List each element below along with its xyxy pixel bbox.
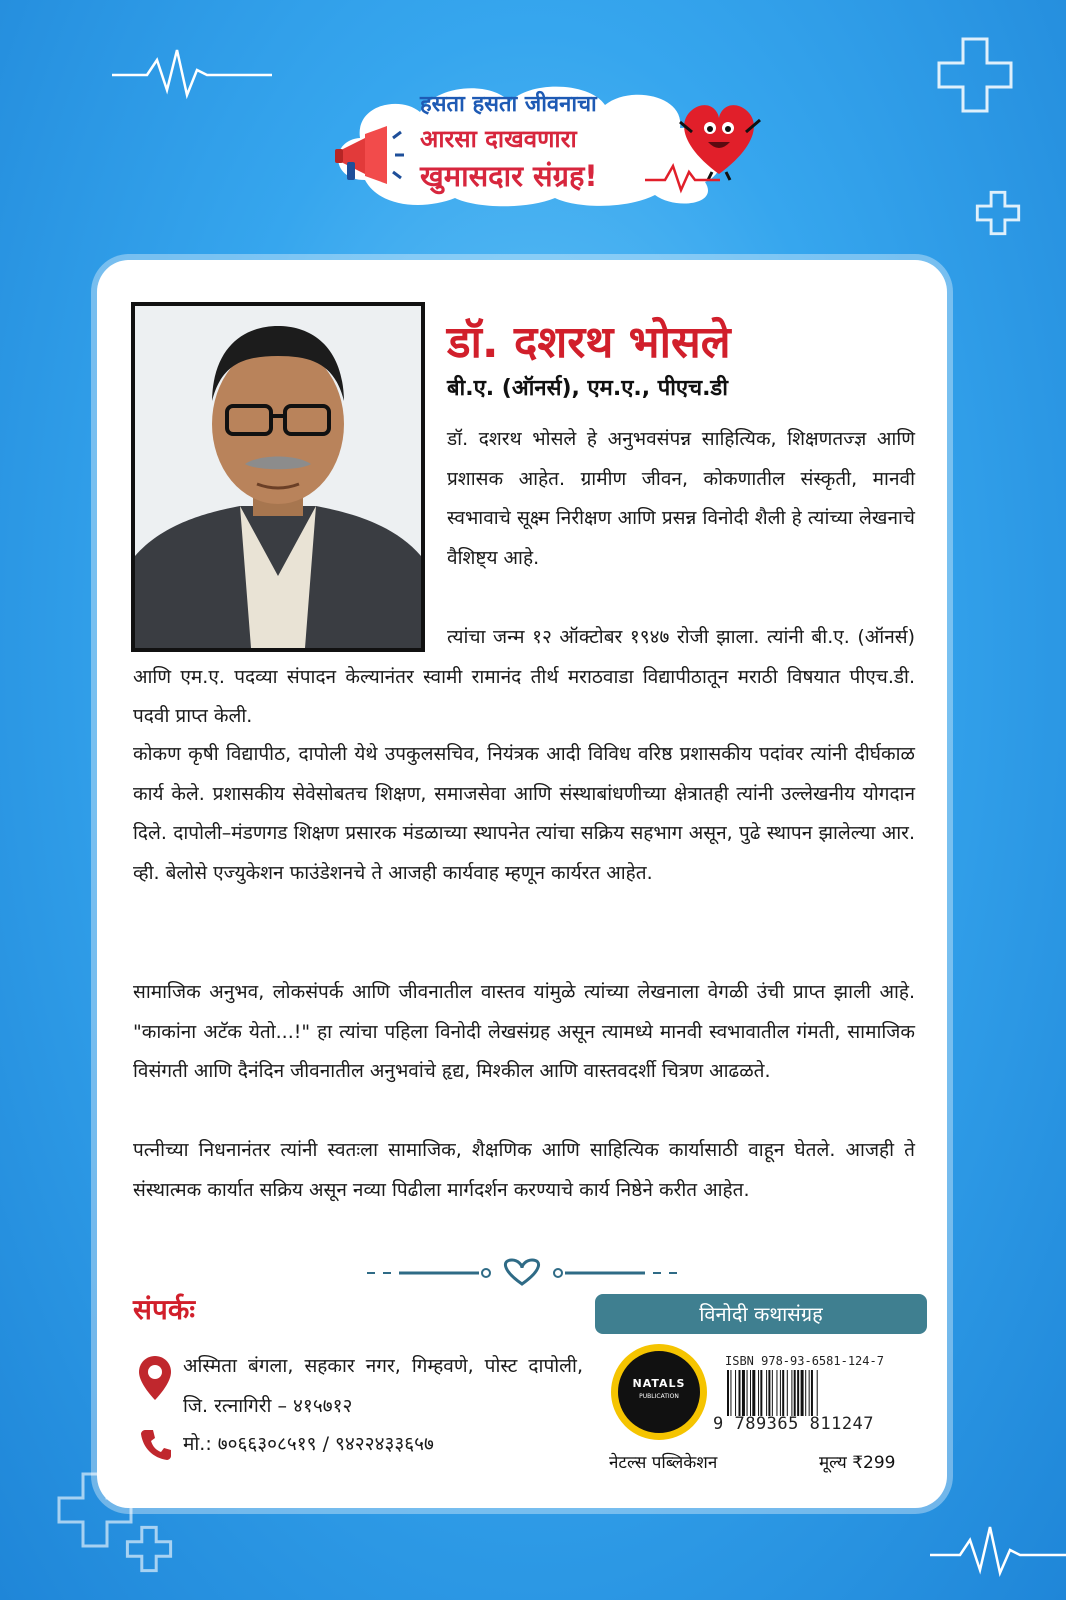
heartbeat-line-icon [645, 160, 720, 194]
heart-divider-icon [367, 1258, 677, 1288]
contact-title: संपर्कः [133, 1293, 195, 1326]
barcode-bar [794, 1370, 796, 1416]
barcode-bar [801, 1370, 804, 1416]
tagline-line-1: हसता हसता जीवनाचा [420, 92, 597, 117]
barcode-bar [758, 1370, 759, 1416]
barcode-number: 9 789365 811247 [713, 1414, 875, 1434]
barcode-bar [739, 1370, 741, 1416]
barcode-icon [727, 1370, 893, 1420]
barcode-bar [752, 1370, 755, 1416]
bio-paragraph: डॉ. दशरथ भोसले हे अनुभवसंपन्न साहित्यिक, शिक्षणतज्ज्ञ आणि प्रशासक आहेत. ग्रामीण जीवन, कोकणातील संस्कृती, मानवी स्वभावाचे सूक्ष्म निरीक्षण आणि प्रसन्न विनोदी शैली हे त्यांच्या लेखनाचे वैशिष्ट्य आहे. [447, 428, 915, 569]
barcode-bar [768, 1370, 770, 1416]
barcode-bar [747, 1370, 748, 1416]
barcode-bar [817, 1370, 818, 1416]
barcode-bar [750, 1370, 751, 1416]
location-pin-icon [139, 1356, 171, 1400]
barcode-bar [727, 1370, 729, 1416]
barcode-bar [760, 1370, 762, 1416]
author-card [97, 260, 947, 1508]
phone-icon [141, 1428, 171, 1460]
publisher-name: नेटल्स पब्लिकेशन [609, 1453, 718, 1473]
genre-label: विनोदी कथासंग्रह [595, 1294, 927, 1334]
barcode-bar [780, 1370, 781, 1416]
heartbeat-line-icon [112, 40, 272, 110]
barcode-bar [811, 1370, 813, 1416]
heartbeat-line-icon [930, 1515, 1066, 1585]
barcode-bar [791, 1370, 792, 1416]
logo-sub: PUBLICATION [639, 1393, 679, 1400]
contact-address: अस्मिता बंगला, सहकार नगर, गिम्हवणे, पोस्ट दापोली, जि. रत्नागिरी – ४१५७१२ [183, 1355, 583, 1417]
author-degrees: बी.ए. (ऑनर्स), एम.ए., पीएच.डी [447, 376, 728, 401]
contact-phone: मो.: ७०६६३०८५१९ / ९४२२४३३६५७ [183, 1433, 434, 1455]
medical-cross-icon [935, 35, 1015, 115]
isbn-label: ISBN 978-93-6581-124-7 [725, 1354, 884, 1368]
author-name: डॉ. दशरथ भोसले [447, 317, 731, 368]
barcode-bar [772, 1370, 773, 1416]
barcode-bar [809, 1370, 810, 1416]
medical-cross-icon [125, 1525, 173, 1573]
megaphone-icon [335, 124, 405, 186]
barcode-bar [782, 1370, 784, 1416]
barcode-bar [805, 1370, 806, 1416]
bio-paragraph: कोकण कृषी विद्यापीठ, दापोली येथे उपकुलसचिव, नियंत्रक आदी विविध वरिष्ठ प्रशासकीय पदांवर त्यांनी दीर्घकाळ कार्य केले. प्रशासकीय सेवेसोबतच शिक्षण, समाजसेवा आणि संस्थाबांधणीच्या क्षेत्रातही त्यांनी उल्लेखनीय योगदान दिले. दापोली–मंडणगड शिक्षण प्रसारक मंडळाच्या स्थापनेत त्यांचा सक्रिय सहभाग असून, पुढे स्थापन झालेल्या आर. व्ही. बेलोसे एज्युकेशन फाउंडेशनचे ते आजही कार्यवाह म्हणून कार्यरत आहेत. [133, 743, 915, 884]
book-price: मूल्य ₹299 [819, 1453, 896, 1473]
bio-paragraph: पत्नीच्या निधनानंतर त्यांनी स्वतःला सामाजिक, शैक्षणिक आणि साहित्यिक कार्यासाठी वाहून घेतले. आजही ते संस्थात्मक कार्यात सक्रिय असून नव्या पिढीला मार्गदर्शन करण्याचे कार्य निष्ठेने करीत आहेत. [133, 1139, 915, 1201]
author-portrait-icon [135, 306, 421, 648]
logo-name: NATALS [632, 1377, 686, 1390]
author-photo [131, 302, 425, 652]
bio-paragraph: सामाजिक अनुभव, लोकसंपर्क आणि जीवनातील वास्तव यांमुळे त्यांच्या लेखनाला वेगळी उंची प्राप्त झाली आहे. "काकांना अटॅक येतो...!" हा त्यांचा पहिला विनोदी लेखसंग्रह असून त्यामध्ये मानवी स्वभावातील गंमती, सामाजिक विसंगती आणि दैनंदिन जीवनातील अनुभवांचे हृद्य, मिश्कील आणि वास्तवदर्शी चित्रण आढळते. [133, 981, 915, 1082]
medical-cross-icon [975, 190, 1021, 236]
bio-paragraph: त्यांचा जन्म १२ ऑक्टोबर १९४७ रोजी झाला. त्यांनी बी.ए. (ऑनर्स) आणि एम.ए. पदव्या संपादन केल्यानंतर स्वामी रामानंद तीर्थ मराठवाडा विद्यापीठातून मराठी विषयात पीएच.डी. पदवी प्राप्त केली. [133, 626, 915, 727]
barcode-bar [742, 1370, 745, 1416]
barcode-bar [766, 1370, 767, 1416]
barcode-bar [735, 1370, 736, 1416]
barcode-bar [730, 1370, 731, 1416]
tagline-line-2: आरसा दाखवणारा [420, 125, 577, 153]
tagline-line-3: खुमासदार संग्रह! [420, 159, 598, 193]
publisher-logo [611, 1344, 707, 1440]
barcode-bar [797, 1370, 799, 1416]
barcode-bar [776, 1370, 777, 1416]
barcode-bar [787, 1370, 788, 1416]
